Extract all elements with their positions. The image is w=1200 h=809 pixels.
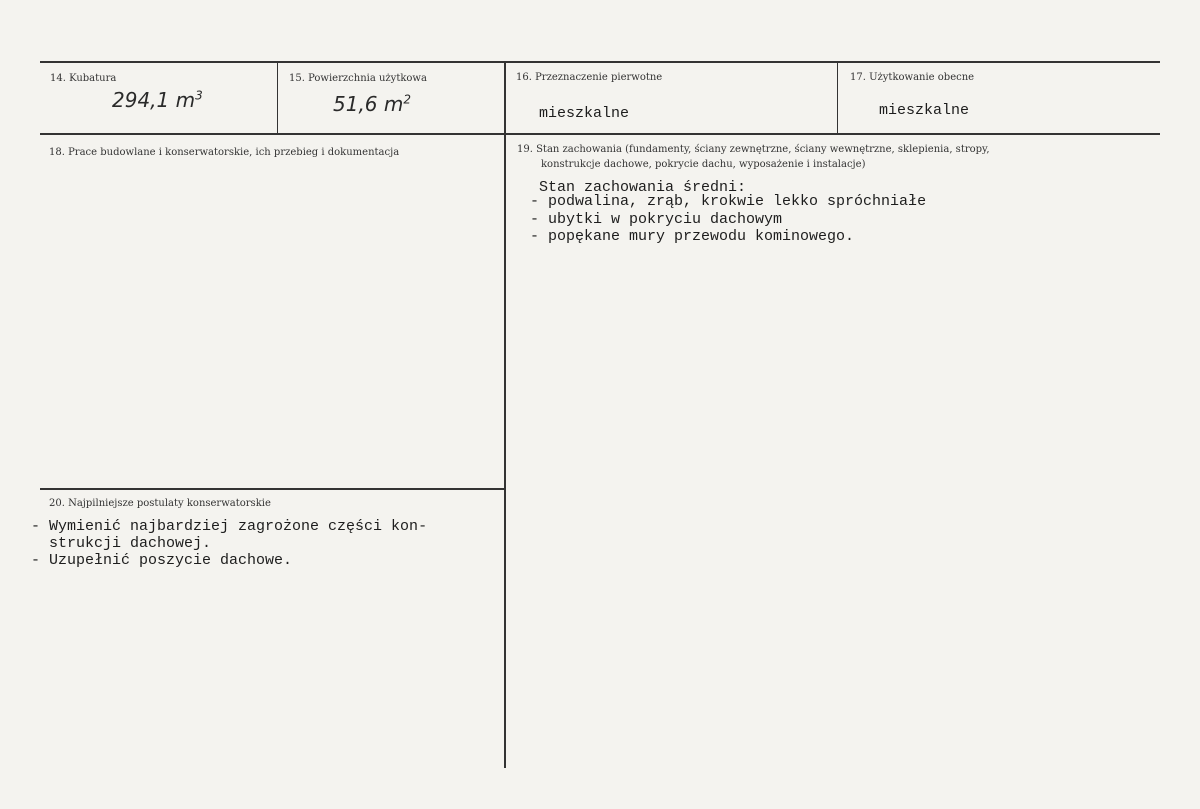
field-20-line: strukcji dachowej. — [31, 535, 212, 552]
top-rule — [40, 61, 1160, 63]
field-15-handwritten-value — [333, 92, 411, 116]
field-20-label: 20. Najpilniejsze postulaty konserwatorskie — [49, 498, 271, 509]
field-19-line: - popękane mury przewodu kominowego. — [530, 228, 855, 245]
field-18-label: 18. Prace budowlane i konserwatorskie, ich przebieg i dokumentacja — [49, 147, 400, 158]
field-19-label-line-1: 19. Stan zachowania (fundamenty, ściany zewnętrzne, ściany wewnętrzne, sklepienia, stropy, — [517, 144, 990, 155]
section-20-rule — [40, 488, 505, 490]
field-20-line: - Wymienić najbardziej zagrożone części kon- — [31, 518, 428, 535]
field-19-line: - podwalina, zrąb, krokwie lekko spróchniałe — [530, 193, 927, 210]
field-19-label-line-2: konstrukcje dachowe, pokrycie dachu, wyposażenie i instalacje) — [541, 159, 866, 170]
column-divider-16-17 — [837, 62, 838, 134]
area-exponent: 2 — [403, 92, 412, 107]
field-15-label: 15. Powierzchnia użytkowa — [289, 73, 427, 84]
field-20-line: - Uzupełnić poszycie dachowe. — [31, 552, 293, 569]
field-17-value: mieszkalne — [879, 102, 970, 119]
field-14-label: 14. Kubatura — [50, 73, 117, 84]
volume-exponent: 3 — [195, 88, 203, 103]
column-divider-14-15 — [277, 62, 278, 134]
field-19-line: Stan zachowania średni: — [530, 179, 747, 196]
field-16-value: mieszkalne — [539, 105, 630, 122]
field-17-label: 17. Użytkowanie obecne — [850, 72, 975, 83]
field-16-label: 16. Przeznaczenie pierwotne — [516, 72, 663, 83]
area-value: 51,6 m — [333, 92, 404, 116]
row-divider-rule — [40, 133, 1160, 135]
column-divider-main — [504, 62, 506, 768]
volume-value: 294,1 m — [112, 88, 196, 112]
field-14-handwritten-value — [112, 88, 203, 112]
field-19-line: - ubytki w pokryciu dachowym — [530, 211, 783, 228]
